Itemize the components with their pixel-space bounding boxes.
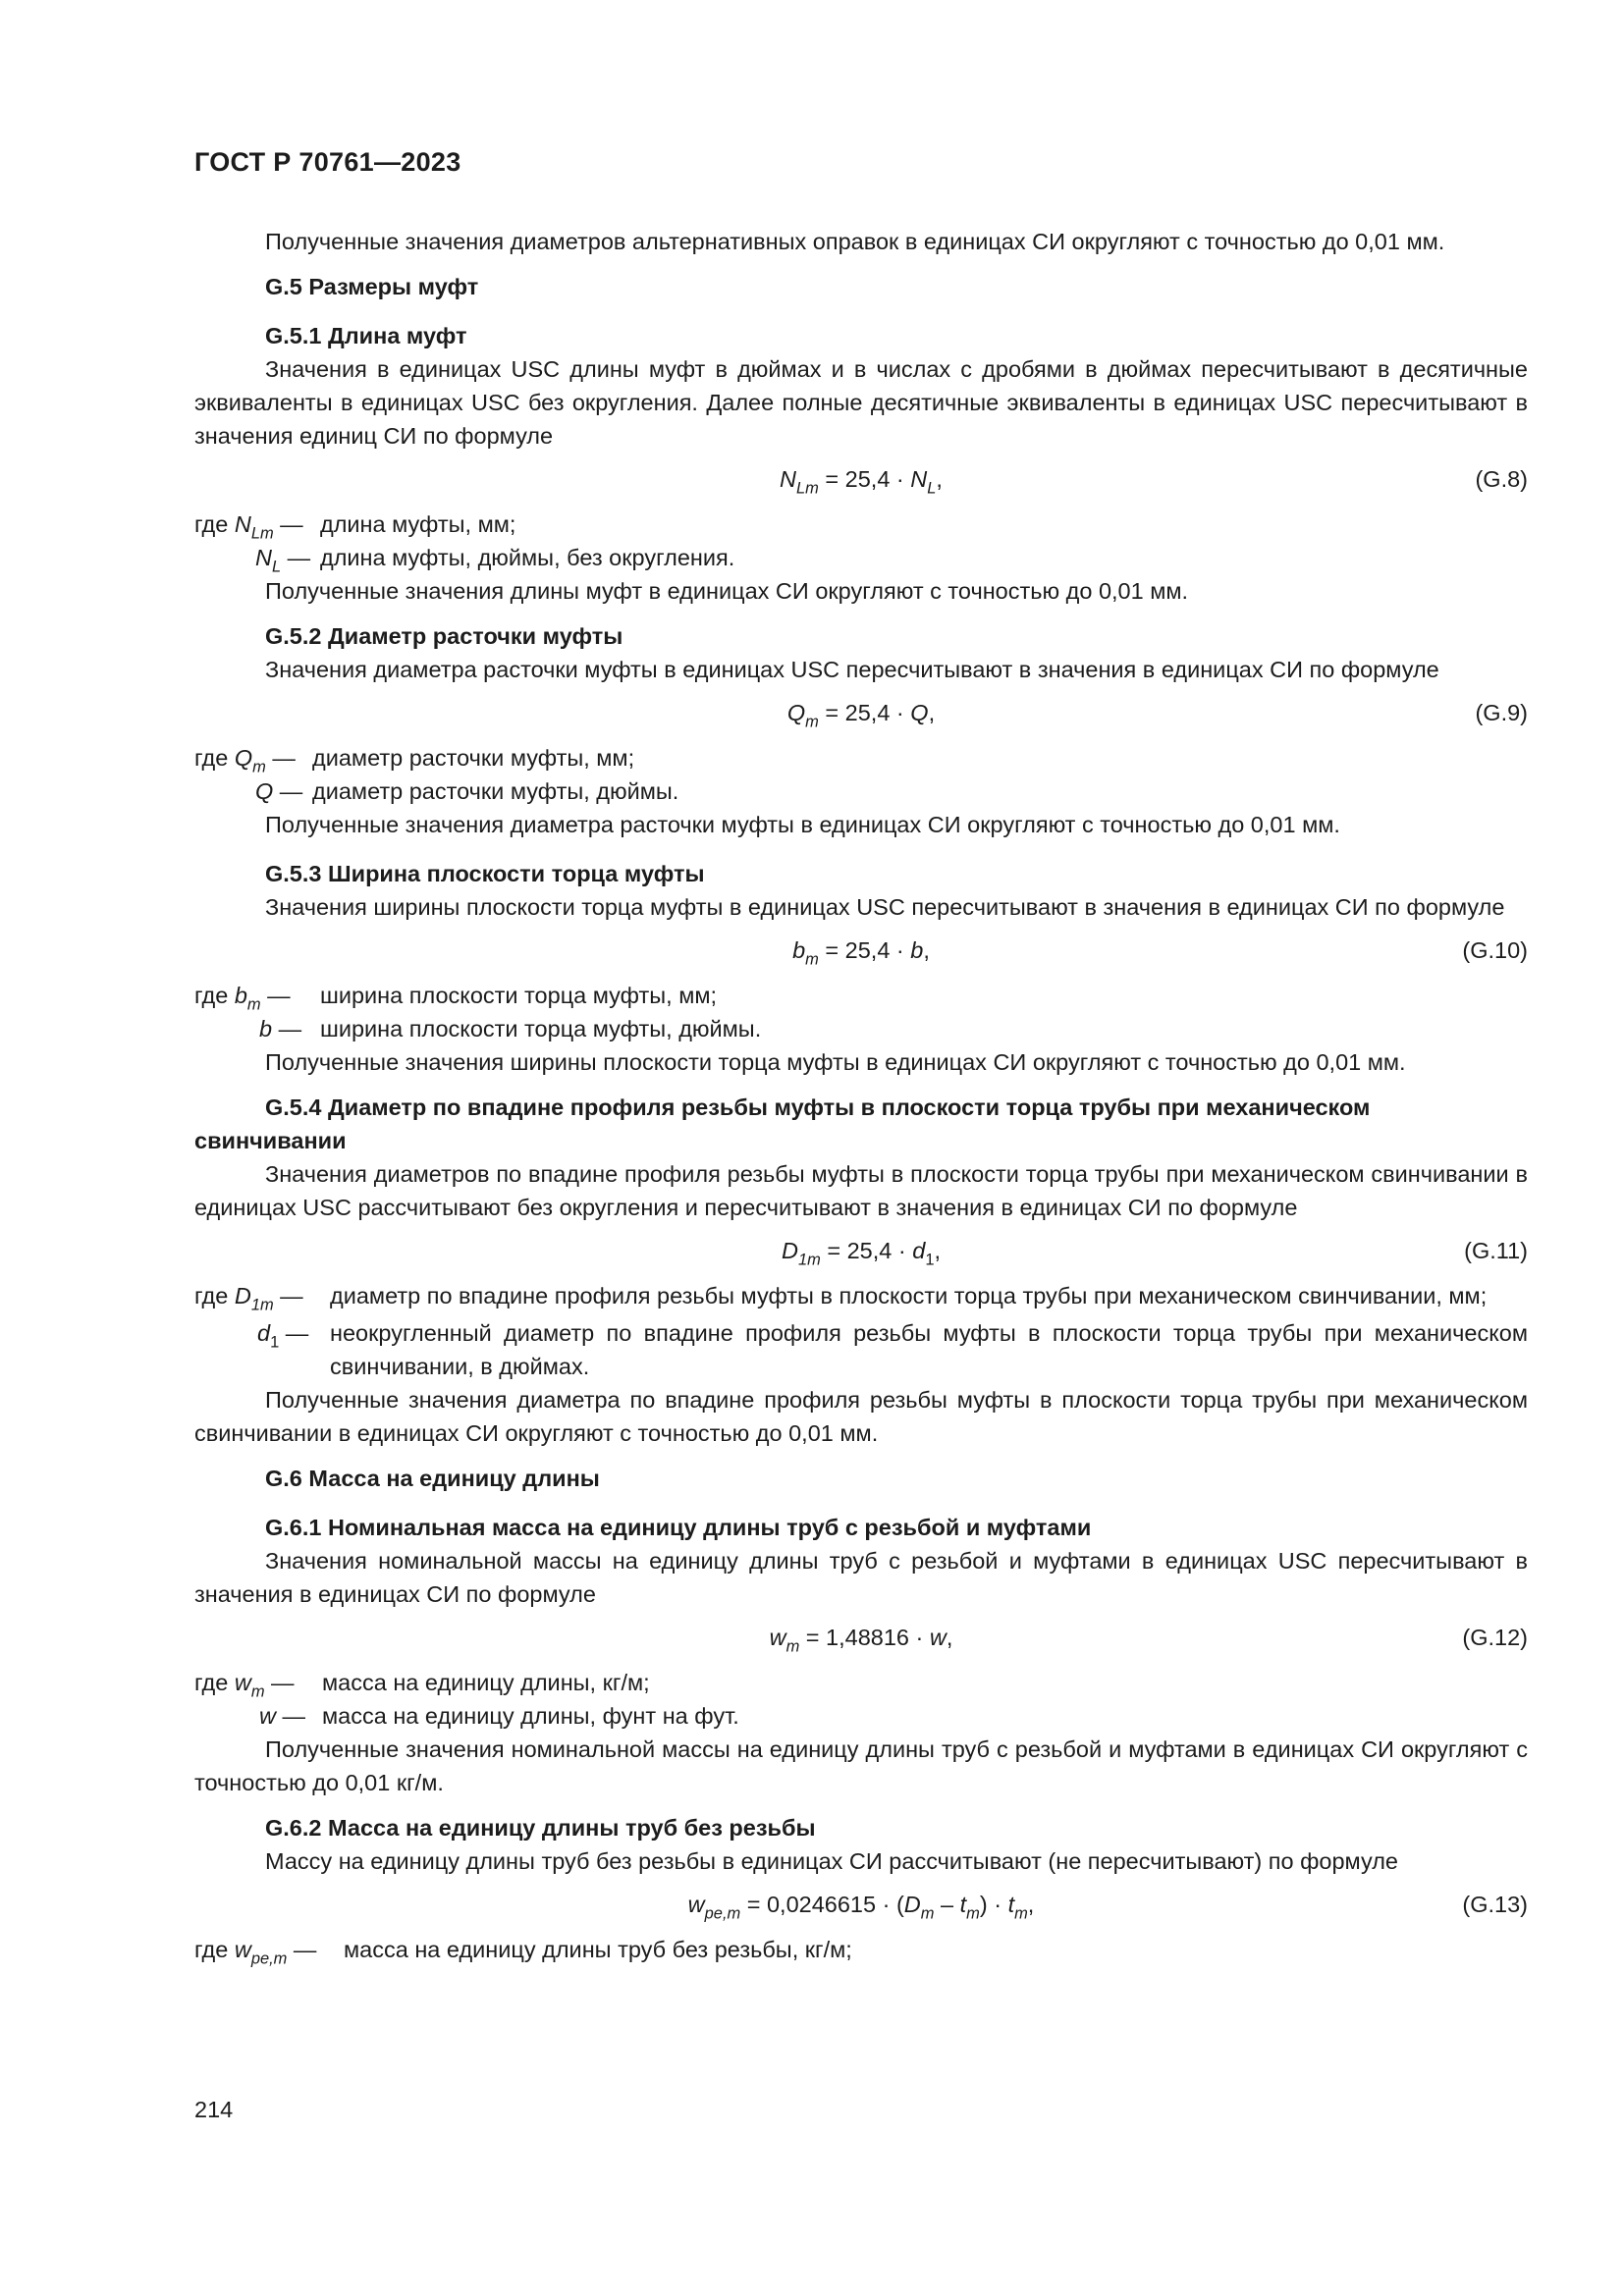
paragraph-g5-2: Значения диаметра расточки муфты в единицах USC пересчитывают в значения в единицах СИ по формуле — [265, 657, 1439, 682]
formula-expression: $w_{pe,m} = 0,0246615 \cdot (D_m - t_m) \cdot t_m$, — [687, 1892, 1035, 1923]
formula-number: (G.12) — [1462, 1625, 1528, 1650]
section-heading-g6-2: G.6.2 Масса на единицу длины труб без резьбы — [265, 1815, 816, 1841]
variable-definition: Q — диаметр расточки муфты, дюймы. — [255, 778, 679, 804]
paragraph-g5-3: Значения ширины плоскости торца муфты в единицах USC пересчитывают в значения в единицах СИ по формуле — [265, 894, 1505, 920]
formula-g12 — [194, 1621, 1528, 1654]
formula-expression: $N_{Lm} = 25,4 \cdot N_L$, — [780, 466, 943, 498]
formula-number: (G.10) — [1462, 937, 1528, 963]
section-heading-g6-1: G.6.1 Номинальная масса на единицу длины труб с резьбой и муфтами — [265, 1515, 1092, 1540]
formula-g13 — [194, 1888, 1528, 1921]
intro-paragraph: Полученные значения диаметров альтернативных оправок в единицах СИ округляют с точностью до 0,01 мм. — [265, 229, 1445, 254]
paragraph-g5-3-rounding: Полученные значения ширины плоскости торца муфты в единицах СИ округляют с точностью до 0,01 мм. — [265, 1049, 1406, 1075]
document-code-header: ГОСТ Р 70761—2023 — [194, 147, 461, 177]
formula-expression: $b_m = 25,4 \cdot b$, — [792, 937, 930, 969]
variable-definition: где $w_{pe,m}$ — масса на единицу длины труб без резьбы, кг/м; — [194, 1937, 852, 1968]
section-heading-g5-3: G.5.3 Ширина плоскости торца муфты — [265, 861, 705, 886]
paragraph-g5-1-rounding: Полученные значения длины муфт в единицах СИ округляют с точностью до 0,01 мм. — [265, 578, 1189, 604]
formula-expression: $Q_m = 25,4 \cdot Q$, — [786, 700, 936, 731]
variable-definition: где $Q_m$ — диаметр расточки муфты, мм; — [194, 745, 635, 776]
formula-expression: $D_{1m} = 25,4 \cdot d_1$, — [782, 1238, 941, 1269]
formula-g10 — [194, 934, 1528, 967]
page-number: 214 — [194, 2097, 234, 2122]
formula-expression: $w_m = 1,48816 \cdot w$, — [769, 1625, 953, 1656]
formula-number: (G.13) — [1462, 1892, 1528, 1917]
variable-definition: где $N_{Lm}$ — длина муфты, мм; — [194, 511, 516, 543]
paragraph-g6-2: Массу на единицу длины труб без резьбы в единицах СИ рассчитывают (не пересчитывают) по формуле — [265, 1848, 1398, 1874]
variable-definition: $N_L$ — длина муфты, дюймы, без округления. — [255, 545, 735, 576]
paragraph-g6-1-rounding: Полученные значения номинальной массы на единицу длины труб с резьбой и муфтами в единицах СИ округляют с точностью до 0,01 кг/м. — [194, 1736, 1528, 1795]
variable-definition: w — масса на единицу длины, фунт на фут. — [259, 1703, 739, 1729]
section-heading-g6: G.6 Масса на единицу длины — [265, 1466, 600, 1491]
paragraph-g5-2-rounding: Полученные значения диаметра расточки муфты в единицах СИ округляют с точностью до 0,01 мм. — [265, 812, 1340, 837]
variable-definition: b — ширина плоскости торца муфты, дюймы. — [259, 1016, 762, 1041]
variable-definition: где $b_m$ — ширина плоскости торца муфты, мм; — [194, 983, 718, 1014]
formula-g11 — [194, 1234, 1528, 1267]
document-body — [194, 225, 1528, 1966]
variable-definition: $d_1$ — неокругленный диаметр по впадине профиля резьбы муфты в плоскости торца трубы при механическом свинчивании, в дюймах. — [257, 1320, 1528, 1379]
variable-definition: где $D_{1m}$ — диаметр по впадине профиля резьбы муфты в плоскости торца трубы при механическом свинчивании, мм; — [194, 1283, 1488, 1314]
section-heading-g5: G.5 Размеры муфт — [265, 274, 479, 299]
section-heading-g5-4: G.5.4 Диаметр по впадине профиля резьбы муфты в плоскости торца трубы при механическом свинчивании — [194, 1095, 1371, 1153]
formula-number: (G.9) — [1475, 700, 1528, 725]
formula-g8 — [194, 462, 1528, 496]
paragraph-g5-1: Значения в единицах USC длины муфт в дюймах и в числах с дробями в дюймах пересчитывают в десятичные эквиваленты в единицах USC без округления. Далее полные десятичные эквиваленты в единицах USC пересчитывают в значения единиц СИ по формуле — [194, 356, 1528, 449]
paragraph-g5-4: Значения диаметров по впадине профиля резьбы муфты в плоскости торца трубы при механическом свинчивании в единицах USC рассчитывают без округления и пересчитывают в значения в единицах СИ по формуле — [194, 1161, 1528, 1220]
section-heading-g5-2: G.5.2 Диаметр расточки муфты — [265, 623, 623, 649]
paragraph-g6-1: Значения номинальной массы на единицу длины труб с резьбой и муфтами в единицах USC пересчитывают в значения в единицах СИ по формуле — [194, 1548, 1528, 1607]
formula-g9 — [194, 696, 1528, 729]
formula-number: (G.8) — [1475, 466, 1528, 492]
paragraph-g5-4-rounding: Полученные значения диаметра по впадине профиля резьбы муфты в плоскости торца трубы при механическом свинчивании в единицах СИ округляют с точностью до 0,01 мм. — [194, 1387, 1528, 1446]
variable-definition: где $w_m$ — масса на единицу длины, кг/м; — [194, 1670, 650, 1701]
section-heading-g5-1: G.5.1 Длина муфт — [265, 323, 467, 348]
formula-number: (G.11) — [1464, 1238, 1528, 1263]
